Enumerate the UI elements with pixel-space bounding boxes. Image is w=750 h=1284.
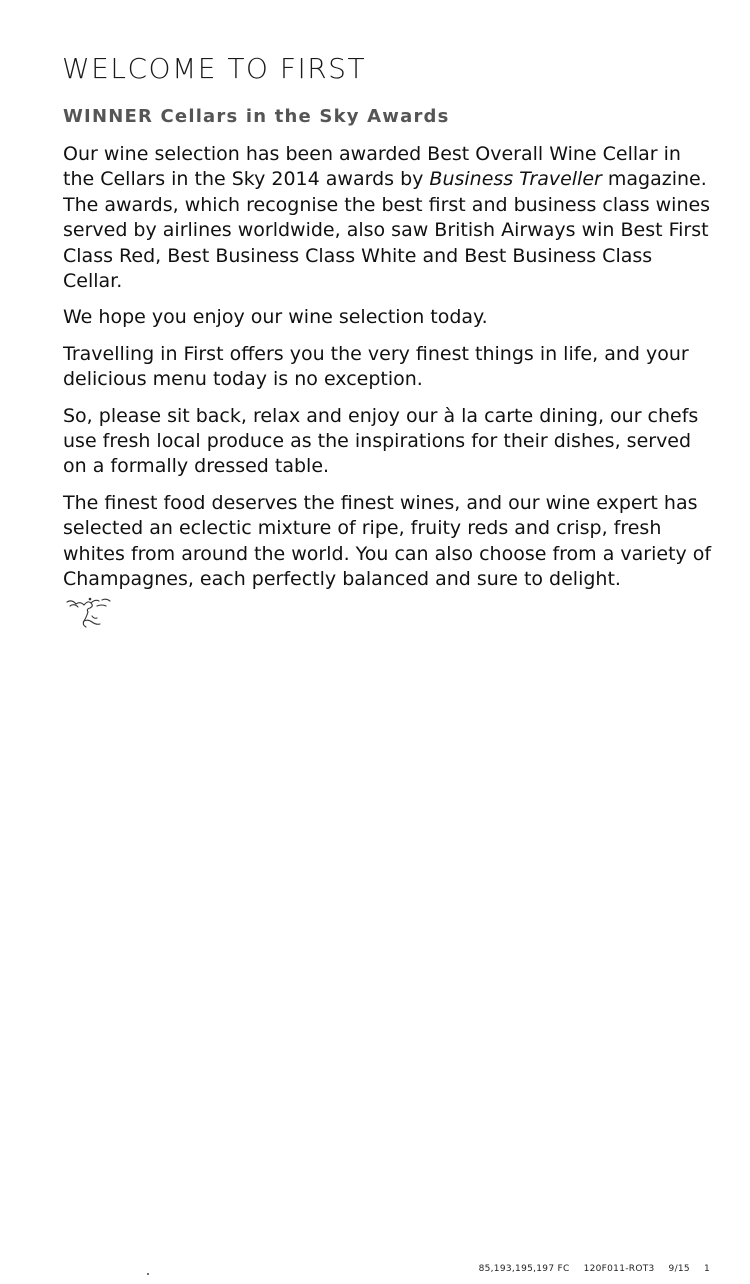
paragraph-awards	[63, 142, 713, 294]
magazine-name: Business Traveller	[429, 168, 602, 191]
stray-mark	[147, 1273, 149, 1275]
paragraph-first: Travelling in First offers you the very finest things in life, and your delicious menu today is no exception.	[63, 342, 689, 391]
print-code-2: 120F011-ROT3	[583, 1264, 655, 1274]
page-title: WELCOME TO FIRST	[62, 52, 367, 85]
paragraph-awards-rest: magazine. The awards, which recognise the best first and business class wines served by airlines worldwide, also saw British Airways win Best First Class Red, Best Business Class White and Best Business Class Cellar.	[63, 168, 711, 293]
paragraph-dining: So, please sit back, relax and enjoy our à la carte dining, our chefs use fresh local produce as the inspirations for their dishes, served on a formally dressed table.	[63, 404, 699, 478]
print-date: 9/15	[668, 1264, 690, 1274]
page-subtitle: WINNER Cellars in the Sky Awards	[63, 106, 450, 127]
print-codes	[479, 1264, 710, 1274]
paragraph-enjoy: We hope you enjoy our wine selection today.	[63, 306, 488, 329]
paragraph-awards-intro: Our wine selection has been awarded Best Overall Wine Cellar in the Cellars in the Sky 2014 awards by	[63, 143, 681, 191]
print-code-1: 85,193,195,197 FC	[478, 1264, 570, 1274]
page-number: 1	[703, 1264, 710, 1274]
welcome-text	[63, 142, 713, 604]
paragraph-wines: The finest food deserves the finest wines, and our wine expert has selected an eclectic mixture of ripe, fruity reds and crisp, fresh whites from around the world. You can also choose from a variety of Champagnes, each perfectly balanced and sure to delight.	[63, 491, 712, 591]
speedmarque-crest-icon	[64, 594, 114, 634]
